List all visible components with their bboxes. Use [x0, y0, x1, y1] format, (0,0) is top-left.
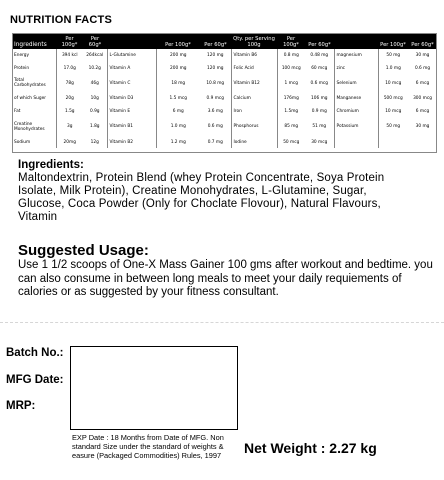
- table-header-cell: Per 100g*: [56, 33, 83, 49]
- dashed-divider: [0, 322, 444, 323]
- table-cell: 51 mg: [312, 124, 327, 130]
- table-header-cell: Per 100g*: [277, 33, 305, 49]
- table-row: [12, 105, 437, 118]
- table-cell: Chromium: [334, 105, 378, 118]
- table-cell: 120 mg: [207, 65, 224, 71]
- table-row: [12, 49, 437, 62]
- table-cell: 10g: [90, 96, 99, 102]
- table-cell: 30 mg: [415, 52, 430, 58]
- batch-info-box: [70, 346, 238, 430]
- table-cell: Calcium: [231, 92, 277, 105]
- table-header-cell: Per 100g*: [378, 33, 408, 49]
- table-header-cell: Ingredients: [12, 33, 56, 49]
- table-cell: 300 mcg: [413, 96, 432, 102]
- table-cell: 1.0 mg: [156, 118, 200, 136]
- mfg-date-label: MFG Date:: [6, 374, 64, 386]
- table-cell: 46g: [90, 80, 99, 86]
- table-cell: 30 mcg: [311, 139, 328, 145]
- mrp-label: MRP:: [6, 400, 36, 412]
- table-cell: 264kcal: [86, 52, 104, 58]
- table-cell: 0.9g: [89, 108, 100, 114]
- net-weight: Net Weight : 2.27 kg: [244, 440, 377, 456]
- table-cell: 0.6 mcg: [310, 80, 328, 86]
- table-cell: L-Glutamine: [107, 49, 156, 62]
- table-header-cell: Per 60g*: [200, 33, 231, 49]
- table-cell: Vitamin E: [107, 105, 156, 118]
- table-header-cell: Per 60g*: [408, 33, 437, 49]
- table-cell: 1.5 mcg: [156, 92, 200, 105]
- table-cell: Selenium: [334, 74, 378, 92]
- usage-heading: Suggested Usage:: [18, 242, 149, 259]
- table-cell: zinc: [334, 62, 378, 75]
- table-cell: 10 mcg: [378, 74, 408, 92]
- table-cell: 0.9 mg: [311, 108, 327, 114]
- table-cell: 394 kcl: [56, 49, 83, 62]
- table-cell: 12g: [90, 139, 99, 145]
- batch-label: Batch No.:: [6, 347, 64, 359]
- table-cell: Folic Acid: [231, 62, 277, 75]
- table-cell: 0.7 mg: [207, 139, 223, 145]
- table-cell: 1.5mg: [277, 105, 305, 118]
- table-header-cell: [107, 33, 156, 49]
- table-row: [12, 74, 437, 92]
- table-cell: 1.8g: [89, 124, 100, 130]
- table-header-cell: Per 60g*: [83, 33, 107, 49]
- ingredients-text: Maltondextrin, Protein Blend (whey Protein Concentrate, Soya Protein Isolate, Milk Protein), Creatine Monohydrates, L-Glutamine, Sugar, Glucose, Coca Powder (Only for Choclate Flovour), Natural Flavours, Vitamin: [18, 172, 385, 223]
- nutrition-table: [12, 33, 437, 148]
- table-cell: Vitamin C: [107, 74, 156, 92]
- table-row: [12, 62, 437, 75]
- table-cell: 100 mcg: [277, 62, 305, 75]
- table-cell: 1 mcg: [277, 74, 305, 92]
- table-cell: Vitamin B1: [107, 118, 156, 136]
- table-cell: 200 mg: [156, 62, 200, 75]
- table-cell: 0.6 mg: [207, 124, 223, 130]
- table-cell: 0.48 mg: [310, 52, 329, 58]
- table-cell: Total Carbohydrates: [14, 78, 46, 89]
- table-header-cell: [334, 33, 378, 49]
- table-cell: 17.0g: [56, 62, 83, 75]
- table-cell: 1.5g: [56, 105, 83, 118]
- table-header-cell: Per 60g*: [305, 33, 334, 49]
- table-cell: 10.8 mg: [206, 80, 225, 86]
- table-cell: [408, 136, 437, 149]
- table-cell: 3g: [56, 118, 83, 136]
- table-cell: magnesium: [334, 49, 378, 62]
- table-cell: 3.6 mg: [207, 108, 223, 114]
- table-cell: 0.6 mg: [414, 65, 431, 71]
- table-cell: Vitamin B6: [231, 49, 277, 62]
- table-cell: 30 mg: [415, 124, 430, 130]
- table-header-row: [12, 33, 437, 49]
- table-cell: Sodium: [14, 139, 31, 145]
- table-row: [12, 136, 437, 149]
- table-cell: of which Suger: [14, 96, 46, 102]
- table-cell: Vitamin B12: [231, 74, 277, 92]
- nutrition-facts-title: NUTRITION FACTS: [10, 14, 112, 26]
- table-row: [12, 92, 437, 105]
- table-cell: Vitamin A: [107, 62, 156, 75]
- table-cell: 0.9 mcg: [206, 96, 224, 102]
- table-cell: Energy: [14, 52, 30, 58]
- table-cell: 120 mg: [207, 52, 224, 58]
- table-cell: 50 mg: [378, 49, 408, 62]
- table-header-cell: Qty. per Serving 100g: [231, 33, 277, 49]
- table-cell: 6 mcg: [415, 108, 430, 114]
- table-cell: 1.2 mg: [156, 136, 200, 149]
- table-cell: 78g: [56, 74, 83, 92]
- table-cell: 176mg: [277, 92, 305, 105]
- table-cell: [378, 136, 408, 149]
- table-cell: 1.0 mg: [378, 62, 408, 75]
- table-cell: Manganese: [334, 92, 378, 105]
- table-cell: Phosphorus: [231, 118, 277, 136]
- table-cell: Vitamin D3: [107, 92, 156, 105]
- table-cell: 6 mg: [156, 105, 200, 118]
- table-cell: 60 mcg: [311, 65, 328, 71]
- table-cell: 106 mg: [311, 96, 328, 102]
- table-cell: 85 mg: [277, 118, 305, 136]
- table-cell: 200 mg: [156, 49, 200, 62]
- table-cell: Vitamin B2: [107, 136, 156, 149]
- table-cell: 500 mcg: [378, 92, 408, 105]
- table-cell: Iodine: [231, 136, 277, 149]
- table-cell: 18 mg: [156, 74, 200, 92]
- table-cell: 0.8 mg: [277, 49, 305, 62]
- table-cell: 10.2g: [88, 65, 101, 71]
- table-cell: Potassium: [334, 118, 378, 136]
- table-header-cell: Per 100g*: [156, 33, 200, 49]
- expiry-note: EXP Date : 18 Months from Date of MFG. Non standard Size under the standard of weights & easure (Packaged Commodities) Rules, 1997: [72, 433, 224, 460]
- table-cell: 6 mcg: [415, 80, 430, 86]
- table-cell: Protein: [14, 65, 30, 71]
- table-cell: 50 mg: [378, 118, 408, 136]
- table-cell: [334, 136, 378, 149]
- table-cell: Creatine Monohydrates: [14, 121, 45, 132]
- table-cell: 20mg: [56, 136, 83, 149]
- table-row: [12, 118, 437, 136]
- usage-text: Use 1 1/2 scoops of One-X Mass Gainer 100 gms after workout and bedtime. you can also consume in between long meals to meet your daily requiements of calories or as suggested by your fitness consultant.: [18, 259, 433, 298]
- table-cell: Fat: [14, 108, 21, 114]
- ingredients-heading: Ingredients:: [18, 159, 84, 171]
- table-cell: Iron: [231, 105, 277, 118]
- table-cell: 50 mcg: [277, 136, 305, 149]
- table-cell: 10 mcg: [378, 105, 408, 118]
- table-cell: 20g: [56, 92, 83, 105]
